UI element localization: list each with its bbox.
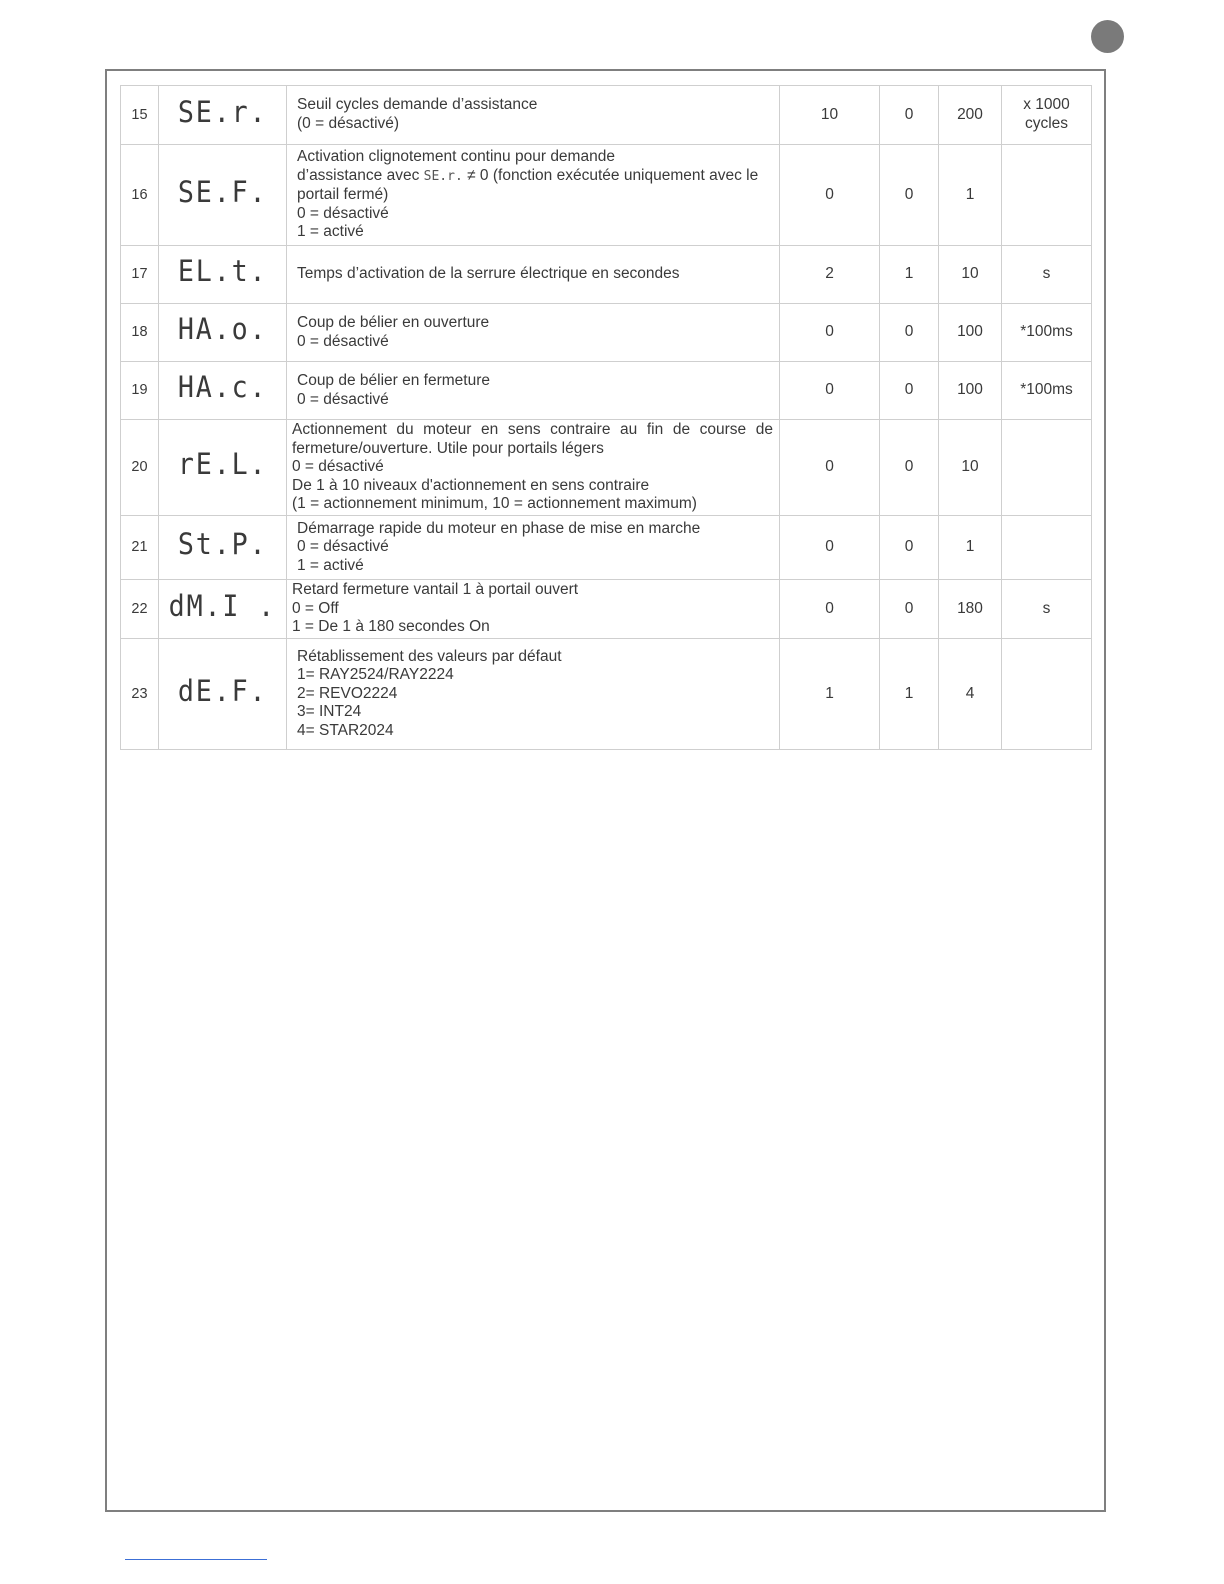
default-value: 0	[780, 580, 880, 639]
description: Démarrage rapide du moteur en phase de mise en marche 0 = désactivé 1 = activé	[287, 516, 780, 580]
display-code: HA.c.	[177, 370, 268, 405]
table-row	[121, 304, 1092, 362]
max-value: 100	[939, 304, 1002, 362]
display-code: SE.F.	[177, 174, 268, 209]
display-code: dM.I .	[168, 588, 277, 623]
description: Rétablissement des valeurs par défaut 1= RAY2524/RAY2224 2= REVO2224 3= INT24 4= STAR2024	[287, 639, 780, 750]
display-code: rE.L.	[177, 447, 268, 482]
row-number: 20	[121, 420, 159, 516]
min-value: 1	[880, 639, 939, 750]
max-value: 1	[939, 516, 1002, 580]
unit	[1002, 639, 1092, 750]
default-value: 0	[780, 145, 880, 246]
unit: s	[1002, 580, 1092, 639]
page-number-dot	[1091, 20, 1124, 53]
table-row	[121, 145, 1092, 246]
description: Activation clignotement continu pour demande d’assistance avec SE.r. ≠ 0 (fonction exécutée uniquement avec le portail fermé) 0 = désactivé 1 = activé	[287, 145, 780, 246]
default-value: 0	[780, 362, 880, 420]
unit: x 1000 cycles	[1002, 86, 1092, 145]
footer-link-underline[interactable]	[125, 1559, 267, 1560]
min-value: 0	[880, 145, 939, 246]
max-value: 180	[939, 580, 1002, 639]
table-row	[121, 516, 1092, 580]
unit: *100ms	[1002, 304, 1092, 362]
min-value: 0	[880, 304, 939, 362]
row-number: 16	[121, 145, 159, 246]
min-value: 0	[880, 86, 939, 145]
table-row	[121, 580, 1092, 639]
default-value: 0	[780, 304, 880, 362]
max-value: 200	[939, 86, 1002, 145]
display-code: EL.t.	[177, 254, 268, 289]
min-value: 0	[880, 580, 939, 639]
display-code: HA.o.	[177, 312, 268, 347]
row-number: 17	[121, 246, 159, 304]
min-value: 0	[880, 420, 939, 516]
table-row	[121, 420, 1092, 516]
unit	[1002, 420, 1092, 516]
default-value: 0	[780, 516, 880, 580]
row-number: 19	[121, 362, 159, 420]
max-value: 10	[939, 420, 1002, 516]
default-value: 10	[780, 86, 880, 145]
description: Coup de bélier en ouverture 0 = désactivé	[287, 304, 780, 362]
row-number: 18	[121, 304, 159, 362]
description: Coup de bélier en fermeture 0 = désactivé	[287, 362, 780, 420]
display-code: SE.r.	[177, 94, 268, 129]
description: Actionnement du moteur en sens contraire au fin de course de fermeture/ouverture. Utile pour portails légers 0 = désactivé De 1 à 10 niveaux d'actionnement en sens contraire (1 = actionnement minimum, 10 = actionnement maximum)	[287, 420, 780, 516]
row-number: 21	[121, 516, 159, 580]
display-code: dE.F.	[177, 673, 268, 708]
description: Seuil cycles demande d’assistance (0 = désactivé)	[287, 86, 780, 145]
unit	[1002, 516, 1092, 580]
row-number: 22	[121, 580, 159, 639]
min-value: 0	[880, 516, 939, 580]
parameters-table	[120, 85, 1092, 750]
unit	[1002, 145, 1092, 246]
min-value: 1	[880, 246, 939, 304]
max-value: 4	[939, 639, 1002, 750]
row-number: 15	[121, 86, 159, 145]
max-value: 10	[939, 246, 1002, 304]
min-value: 0	[880, 362, 939, 420]
table-row	[121, 362, 1092, 420]
unit: s	[1002, 246, 1092, 304]
default-value: 0	[780, 420, 880, 516]
inline-display-code: SE.r.	[423, 168, 463, 184]
row-number: 23	[121, 639, 159, 750]
max-value: 100	[939, 362, 1002, 420]
max-value: 1	[939, 145, 1002, 246]
default-value: 2	[780, 246, 880, 304]
default-value: 1	[780, 639, 880, 750]
description: Temps d’activation de la serrure électrique en secondes	[287, 246, 780, 304]
display-code: St.P.	[177, 527, 268, 562]
table-row	[121, 246, 1092, 304]
description: Retard fermeture vantail 1 à portail ouvert 0 = Off 1 = De 1 à 180 secondes On	[287, 580, 780, 639]
unit: *100ms	[1002, 362, 1092, 420]
table-row	[121, 86, 1092, 145]
table-row	[121, 639, 1092, 750]
